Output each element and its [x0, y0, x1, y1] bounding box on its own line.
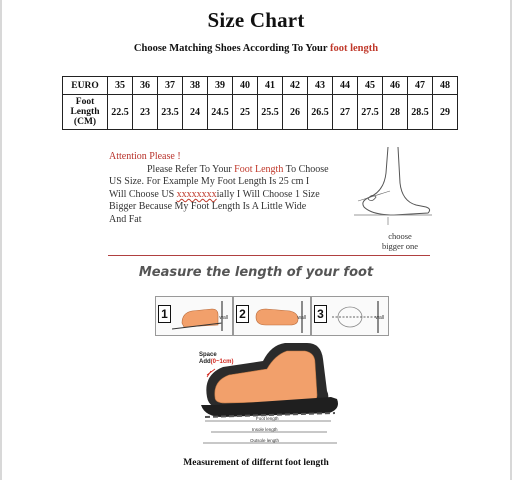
choose-note-line: bigger one: [381, 241, 419, 251]
wall-label: wall: [297, 315, 306, 321]
euro-cell: 35: [108, 77, 133, 95]
foot-length-cell: 25: [233, 95, 258, 130]
choose-note-line: choose: [388, 231, 412, 241]
euro-cell: 46: [383, 77, 408, 95]
step-number: 1: [158, 305, 171, 323]
step-number: 2: [236, 305, 249, 323]
foot-length-cell: 28.5: [408, 95, 433, 130]
foot-length-header-line: Foot: [75, 97, 95, 107]
choose-bigger-note: [370, 231, 430, 251]
foot-length-cell: 29: [433, 95, 458, 130]
foot-length-header: [63, 95, 108, 130]
foot-length-cell: 23: [133, 95, 158, 130]
euro-cell: 47: [408, 77, 433, 95]
subtitle-highlight: foot length: [329, 43, 379, 54]
note-text: And Fat: [109, 213, 142, 225]
step-3-panel: [311, 296, 389, 336]
foot-length-cell: 28: [383, 95, 408, 130]
diagram-caption: Measurement of differnt foot length: [183, 458, 329, 468]
foot-length-label: Foot length: [256, 416, 279, 421]
note-text: Bigger Because My Foot Length Is A Little Wide: [109, 201, 307, 213]
space-label-value: (0~1cm): [210, 359, 234, 365]
note-text: ially I Will Choose 1 Size: [216, 188, 320, 200]
foot-length-cell: 23.5: [158, 95, 183, 130]
euro-cell: 36: [133, 77, 158, 95]
space-label-title: Space: [199, 352, 217, 358]
foot-outline-illustration: [350, 143, 440, 231]
foot-length-cell: 27: [333, 95, 358, 130]
foot-length-cell: 25.5: [258, 95, 283, 130]
note-text: Will Choose US: [109, 188, 175, 200]
euro-cell: 48: [433, 77, 458, 95]
size-table: [62, 76, 458, 130]
foot-length-cell: 26.5: [308, 95, 333, 130]
foot-length-cell: 22.5: [108, 95, 133, 130]
euro-row: [63, 77, 458, 95]
outsole-length-label: Outsole length: [250, 438, 280, 443]
foot-length-header-line: Length: [70, 107, 100, 117]
note-typo: xxxxxxxx: [176, 188, 217, 200]
euro-cell: 40: [233, 77, 258, 95]
attention-heading: Attention Please !: [109, 151, 181, 162]
attention-note: [109, 164, 389, 226]
page-title: Size Chart: [207, 8, 305, 32]
wall-label: wall: [219, 315, 228, 321]
euro-cell: 44: [333, 77, 358, 95]
note-text: Please Refer To Your: [147, 164, 232, 175]
step-2-panel: [233, 296, 311, 336]
euro-cell: 39: [208, 77, 233, 95]
foot-length-cell: 24: [183, 95, 208, 130]
space-label-prefix: Add: [199, 359, 211, 365]
euro-header: EURO: [63, 77, 108, 95]
note-text: To Choose: [285, 164, 329, 175]
foot-length-header-line: (CM): [73, 117, 97, 127]
euro-cell: 43: [308, 77, 333, 95]
foot-length-cell: 26: [283, 95, 308, 130]
foot-length-cell: 24.5: [208, 95, 233, 130]
insole-length-label: Insole length: [252, 427, 278, 432]
step-1-panel: [155, 296, 233, 336]
wall-label: wall: [375, 315, 384, 321]
foot-length-cell: 27.5: [358, 95, 383, 130]
note-text: US Size. For Example My Foot Length Is 25 cm I: [109, 176, 310, 188]
euro-cell: 42: [283, 77, 308, 95]
foot-length-row: [63, 95, 458, 130]
euro-cell: 37: [158, 77, 183, 95]
note-highlight: Foot Length: [234, 164, 284, 175]
subtitle: [0, 43, 512, 54]
euro-cell: 45: [358, 77, 383, 95]
space-label: [199, 352, 234, 366]
step-number: 3: [314, 305, 327, 323]
section-divider: [108, 255, 430, 256]
euro-cell: 38: [183, 77, 208, 95]
subtitle-text: Choose Matching Shoes According To Your: [133, 43, 328, 54]
measure-heading: Measure the length of your foot: [138, 265, 374, 280]
euro-cell: 41: [258, 77, 283, 95]
